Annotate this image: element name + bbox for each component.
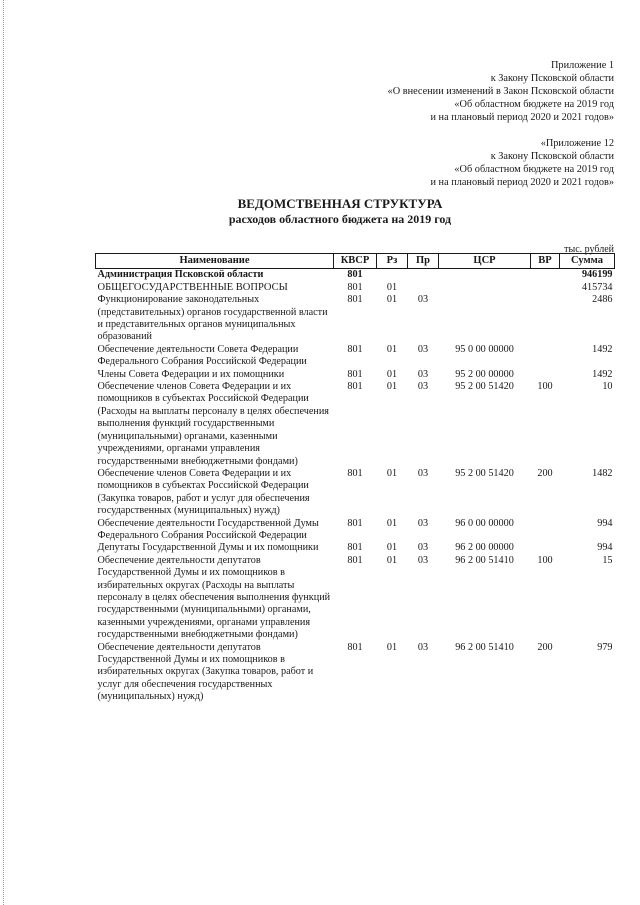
row-vr: 200	[537, 467, 553, 479]
row-csr: 95 0 00 00000	[455, 343, 514, 355]
appendix-line: Приложение 1	[551, 60, 614, 71]
row-pr: 03	[417, 467, 429, 479]
table-row	[96, 542, 615, 554]
col-header-vr: ВР	[531, 254, 560, 269]
row-sum: 994	[597, 517, 613, 529]
row-csr: 96 2 00 51410	[455, 641, 514, 653]
row-rz: 01	[386, 542, 398, 554]
row-kvsr: 801	[347, 641, 363, 653]
row-rz: 01	[386, 381, 398, 393]
table-row	[96, 518, 615, 543]
row-vr	[531, 294, 560, 344]
row-pr: 03	[417, 517, 429, 529]
col-header-sum: Сумма	[560, 254, 615, 269]
row-csr: 95 2 00 51420	[455, 467, 514, 479]
row-name: Обеспечение деятельности депутатов Государственной Думы и их помощников в избирательных округах (Закупка товаров, работ и услуг для обеспечения государственных (муниципальных) нужд)	[97, 641, 314, 703]
appendix-line: «Приложение 12	[540, 138, 614, 149]
row-sum: 10	[602, 381, 613, 393]
row-vr	[531, 518, 560, 543]
table-row	[96, 282, 615, 294]
document-subtitle: расходов областного бюджета на 2019 год	[228, 212, 452, 226]
row-sum: 946199	[581, 269, 613, 281]
row-csr: 96 0 00 00000	[455, 517, 514, 529]
row-pr	[408, 269, 439, 282]
row-name: Обеспечение деятельности Совета Федерации Федерального Собрания Российской Федерации	[97, 343, 307, 368]
appendix-line: к Закону Псковской области	[490, 73, 614, 84]
row-kvsr: 801	[347, 517, 363, 529]
table-row	[96, 468, 615, 518]
row-rz: 01	[386, 467, 398, 479]
row-pr: 03	[417, 368, 429, 380]
appendix-line: «Об областном бюджете на 2019 год	[454, 99, 614, 110]
row-pr: 03	[417, 641, 429, 653]
row-kvsr: 801	[347, 554, 363, 566]
row-vr	[531, 269, 560, 282]
row-sum: 415734	[581, 281, 613, 293]
row-name: Функционирование законодательных (представительных) органов государственной власти и представительных органов муниципальных образований	[97, 294, 328, 343]
row-name: Обеспечение деятельности депутатов Государственной Думы и их помощников в избирательных округах (Расходы на выплаты персоналу в целях обеспечения выполнения функций государственными (муниципальными) органами, казенными учреждениями, органами управления государственными внебюджетными фондами)	[97, 554, 331, 641]
col-header-kvsr: КВСР	[334, 254, 377, 269]
col-header-name: Наименование	[96, 254, 334, 269]
row-rz	[377, 269, 408, 282]
row-pr	[408, 282, 439, 294]
row-vr: 200	[537, 641, 553, 653]
row-csr	[439, 269, 531, 282]
col-header-rz: Рз	[377, 254, 408, 269]
row-pr: 03	[417, 343, 429, 355]
appendix-line: и на плановый период 2020 и 2021 годов»	[430, 112, 614, 123]
table-row	[96, 381, 615, 468]
row-sum: 2486	[592, 294, 613, 306]
row-name: ОБЩЕГОСУДАРСТВЕННЫЕ ВОПРОСЫ	[97, 281, 288, 293]
appendix-line: «О внесении изменений в Закон Псковской области	[387, 86, 614, 97]
row-rz: 01	[386, 554, 398, 566]
row-pr: 03	[417, 554, 429, 566]
row-name: Администрация Псковской области	[97, 269, 264, 281]
appendix-12-header	[430, 137, 614, 189]
row-name: Обеспечение членов Совета Федерации и их помощников в субъектах Российской Федерации (Расходы на выплаты персоналу в целях обеспечения выполнения функций государственными (муниципальными) органами, казенными учреждениями, органами управления государственными внебюджетными фондами)	[97, 381, 329, 467]
appendix-line: и на плановый период 2020 и 2021 годов»	[430, 177, 614, 188]
appendix-line: «Об областном бюджете на 2019 год	[454, 164, 614, 175]
col-header-csr: ЦСР	[439, 254, 531, 269]
row-csr: 96 2 00 51410	[455, 554, 514, 566]
scan-edge-line	[3, 0, 5, 905]
row-sum: 979	[597, 641, 613, 653]
row-kvsr: 801	[347, 269, 363, 281]
row-kvsr: 801	[347, 542, 363, 554]
row-csr: 95 2 00 51420	[455, 381, 514, 393]
row-pr: 03	[417, 381, 429, 393]
table-row	[96, 294, 615, 344]
row-rz: 01	[386, 517, 398, 529]
row-rz: 01	[386, 368, 398, 380]
row-vr	[531, 369, 560, 381]
row-name: Члены Совета Федерации и их помощники	[97, 368, 285, 380]
units-label: тыс. рублей	[564, 244, 614, 255]
table-row	[96, 369, 615, 381]
table-row	[96, 269, 615, 282]
row-sum: 1492	[592, 343, 613, 355]
row-pr: 03	[417, 542, 429, 554]
row-name: Обеспечение деятельности Государственной Думы Федерального Собрания Российской Федерации	[97, 517, 319, 541]
row-rz: 01	[386, 294, 398, 306]
row-kvsr: 801	[347, 294, 363, 306]
row-vr: 100	[537, 381, 553, 393]
row-kvsr: 801	[347, 343, 363, 355]
table-header-row	[96, 254, 615, 269]
row-name: Депутаты Государственной Думы и их помощники	[97, 542, 319, 554]
row-kvsr: 801	[347, 467, 363, 479]
appendix-line: к Закону Псковской области	[490, 151, 614, 162]
row-vr	[531, 344, 560, 369]
row-rz: 01	[386, 281, 398, 293]
row-vr	[531, 282, 560, 294]
row-name: Обеспечение членов Совета Федерации и их помощников в субъектах Российской Федерации (Закупка товаров, работ и услуг для обеспечения государственных (муниципальных) нужд)	[97, 467, 310, 517]
row-csr	[439, 282, 531, 294]
row-rz: 01	[386, 641, 398, 653]
row-sum: 15	[602, 554, 613, 566]
row-sum: 1482	[592, 467, 613, 479]
budget-table	[95, 253, 615, 704]
row-vr: 100	[537, 554, 553, 566]
appendix-1-header	[388, 59, 614, 124]
row-sum: 1492	[592, 368, 613, 380]
table-row	[96, 344, 615, 369]
row-kvsr: 801	[347, 368, 363, 380]
row-pr: 03	[417, 294, 429, 306]
row-kvsr: 801	[347, 381, 363, 393]
row-vr	[531, 542, 560, 554]
row-sum: 994	[597, 542, 613, 554]
document-title: ВЕДОМСТВЕННАЯ СТРУКТУРА	[237, 196, 443, 211]
row-csr	[439, 294, 531, 344]
col-header-pr: Пр	[408, 254, 439, 269]
row-kvsr: 801	[347, 281, 363, 293]
row-rz: 01	[386, 343, 398, 355]
table-row	[96, 555, 615, 642]
table-row	[96, 642, 615, 704]
row-csr: 96 2 00 00000	[455, 542, 514, 554]
row-csr: 95 2 00 00000	[455, 368, 514, 380]
